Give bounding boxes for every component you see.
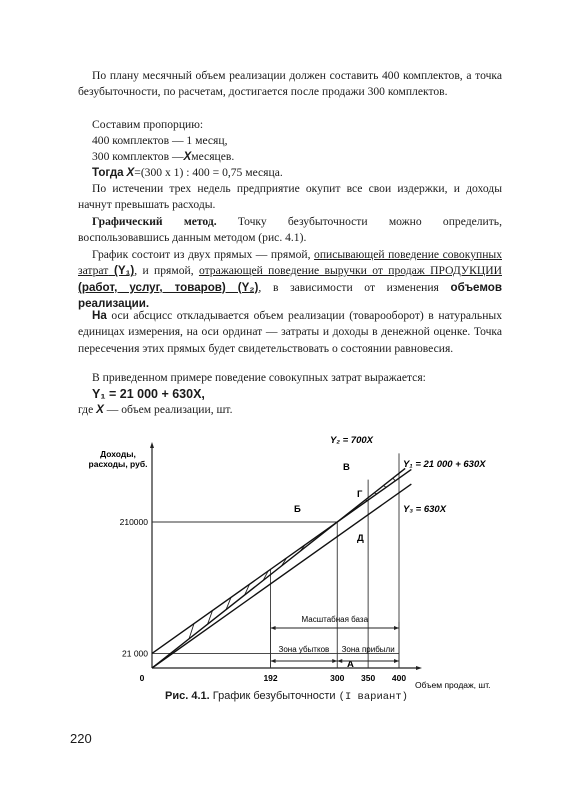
paragraph-axes: На оси абсцисс откладывается объем реализации (товарооборот) в натуральных единицах измерения, на оси ординат — затраты и доходы в денежной оценке. Точка пересечения этих прямых будет свидетельствовать о состоянии равновесия. — [78, 309, 502, 355]
chart-axes — [150, 442, 422, 670]
band-arrow-profit-head — [394, 659, 399, 663]
band-label: Масштабная база — [301, 615, 369, 624]
band-label: Зона прибыли — [341, 645, 395, 654]
point-label: В — [343, 462, 350, 473]
y-tick-label: 210000 — [119, 517, 148, 527]
y-tick-label: 21 000 — [122, 648, 148, 659]
y-axis-label-line2: расходы, руб. — [88, 459, 148, 469]
x-tick-label: 350 — [361, 673, 376, 683]
series-line — [152, 468, 405, 668]
band-arrow-profit-head — [337, 659, 342, 663]
paragraph-plan: По плану месячный объем реализации должен составить 400 комплектов, а точка безубыточности, по расчетам, достигается после продажи 300 комплектов. — [78, 69, 502, 99]
point-label: А — [347, 659, 354, 670]
page-number: 220 — [70, 731, 92, 746]
x-tick-label: 192 — [263, 673, 278, 683]
band-label: Зона убытков — [278, 645, 330, 654]
band-arrow-base-head — [394, 626, 399, 630]
x-tick-label: 400 — [391, 673, 407, 683]
series-label: Y₃ = 630X — [403, 504, 447, 515]
series-line — [152, 484, 411, 668]
y-axis-arrow — [150, 442, 154, 448]
x-tick-label: 300 — [330, 673, 345, 683]
point-label: Б — [294, 504, 301, 515]
paragraph-payback: По истечении трех недель предприятие окупит все свои издержки, и доходы начнут превышать расходы. — [78, 182, 502, 212]
x-tick-label: 0 — [139, 673, 145, 683]
proportion-line-1: 400 комплектов — 1 месяц, — [92, 134, 228, 147]
formula-y1: Y₁ = 21 000 + 630X, — [92, 387, 205, 401]
proportion-result: Тогда X=(300 x 1) : 400 = 0,75 месяца. — [92, 166, 283, 179]
series-label: Y₁ = 21 000 + 630X — [403, 459, 486, 470]
series-line — [152, 469, 411, 653]
figure-caption: Рис. 4.1. График безубыточности (I вариант) — [165, 690, 408, 703]
proportion-line-2: 300 комплектов —Xмесяцев. — [92, 150, 235, 163]
x-axis-arrow — [416, 666, 422, 670]
point-label: Г — [357, 489, 363, 500]
y-axis-label-line1: Доходы, — [100, 449, 136, 459]
series-label: Y₂ = 700X — [330, 435, 373, 446]
paragraph-graph-description: График состоит из двух прямых — прямой, описывающей поведение совокупных затрат (Y₁), и прямой, отражающей поведение выручки от продаж ПРОДУКЦИИ (работ, услуг, товаров) (Y₂), в зависимости от изменения объемов реализации. — [78, 248, 502, 311]
band-arrow-base-head — [271, 626, 276, 630]
paragraph-example: В приведенном примере поведение совокупных затрат выражается: — [92, 371, 426, 384]
band-arrow-loss-head — [332, 659, 337, 663]
paragraph-graphic-method: Графический метод. Точку безубыточности можно определить, воспользовавшись данным методом (рис. 4.1). — [78, 215, 502, 245]
formula-where: где X — объем реализации, шт. — [78, 403, 233, 416]
band-arrow-loss-head — [271, 659, 276, 663]
point-label: Д — [357, 533, 364, 544]
x-axis-label: Объем продаж, шт. — [415, 680, 491, 690]
paragraph-proportion: Составим пропорцию: — [92, 118, 204, 131]
